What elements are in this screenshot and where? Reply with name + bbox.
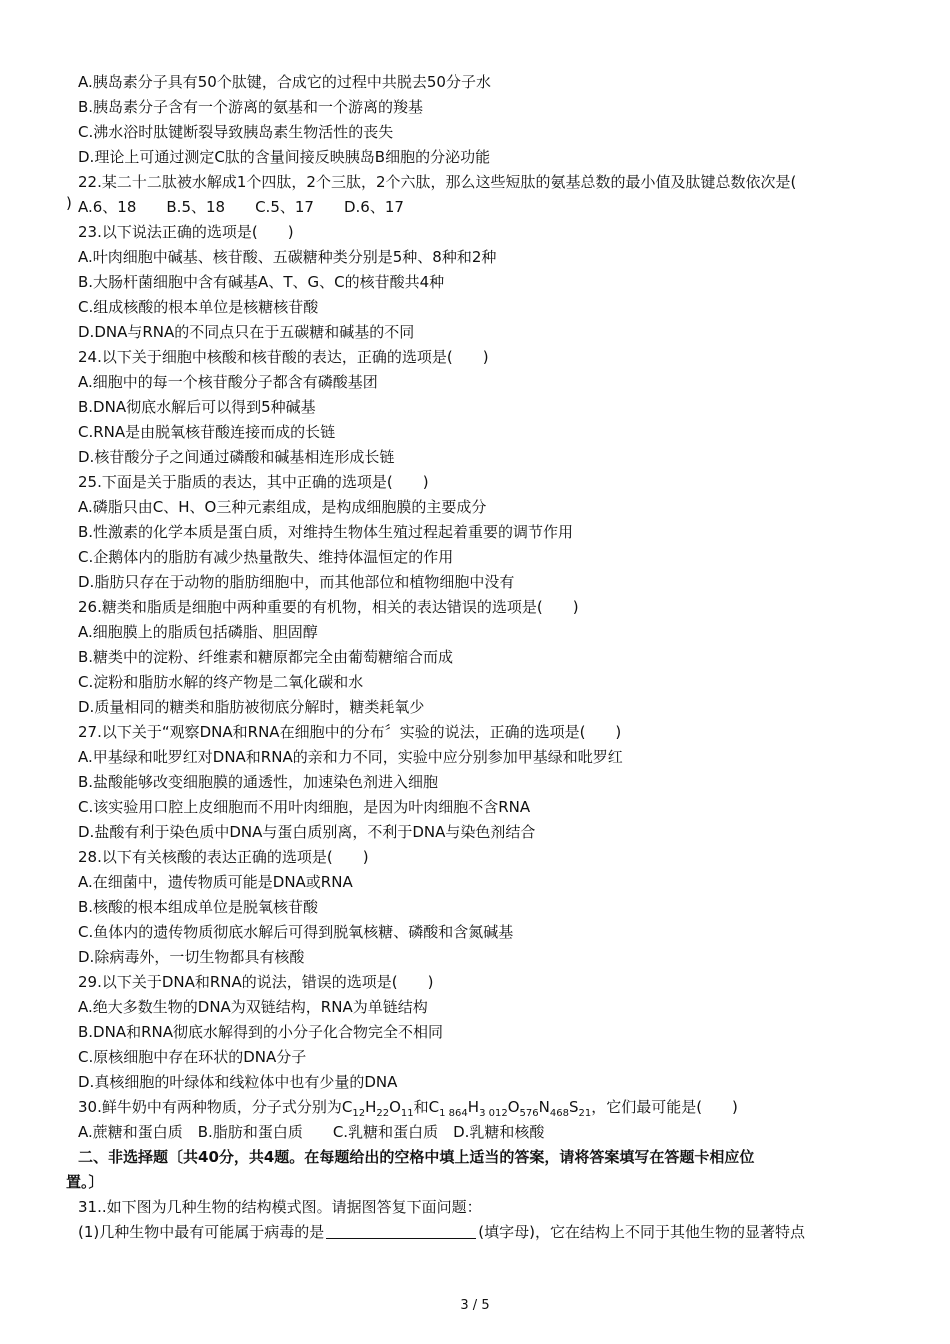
formula-2-s-sub: 21 <box>578 1108 592 1119</box>
text-line: B.大肠杆菌细胞中含有碱基A、T、G、C的核苷酸共4种 <box>78 273 445 291</box>
text-line: A.在细菌中，遗传物质可能是DNA或RNA <box>78 873 353 891</box>
formula-2-n-sub: 468 <box>549 1108 569 1119</box>
q31-sub1-suffix: (填字母)，它在结构上不同于其他生物的显著特点 <box>478 1223 805 1241</box>
text-line: D.盐酸有利于染色质中DNA与蛋白质别离，不利于DNA与染色剂结合 <box>78 823 536 841</box>
text-line: ) <box>66 194 72 212</box>
question-24: 24.以下关于细胞中核酸和核苷酸的表达，正确的选项是( ) <box>78 348 489 366</box>
question-29: 29.以下关于DNA和RNA的说法，错误的选项是( ) <box>78 973 434 991</box>
formula-2-o-sub: 576 <box>519 1108 539 1119</box>
text-line: C.淀粉和脂肪水解的终产物是二氧化碳和水 <box>78 673 364 691</box>
text-line: D.脂肪只存在于动物的脂肪细胞中，而其他部位和植物细胞中没有 <box>78 573 515 591</box>
text-line: A.胰岛素分子具有50个肽键，合成它的过程中共脱去50分子水 <box>78 73 491 91</box>
text-line: C.原核细胞中存在环状的DNA分子 <box>78 1048 307 1066</box>
formula-1-h: H <box>365 1098 377 1116</box>
question-22: 22.某二十二肽被水解成1个四肽，2个三肽，2个六肽，那么这些短肽的氨基总数的最小值及肽键总数依次是( <box>78 173 797 191</box>
text-line: C.鱼体内的遗传物质彻底水解后可得到脱氧核糖、磷酸和含氮碱基 <box>78 923 514 941</box>
text-line: D.理论上可通过测定C肽的含量间接反映胰岛B细胞的分泌功能 <box>78 148 491 166</box>
q31-sub1-prefix: (1)几种生物中最有可能属于病毒的是 <box>78 1223 325 1241</box>
formula-1-o: O <box>389 1098 401 1116</box>
text-line: C.RNA是由脱氧核苷酸连接而成的长链 <box>78 423 336 441</box>
text-line: A.叶肉细胞中碱基、核苷酸、五碳糖种类分别是5种、8种和2种 <box>78 248 497 266</box>
text-line: B.盐酸能够改变细胞膜的通透性，加速染色剂进入细胞 <box>78 773 439 791</box>
formula-2-c: C <box>428 1098 440 1116</box>
question-30 <box>78 1097 738 1124</box>
page-number: 3 / 5 <box>460 1298 490 1313</box>
formula-1-c: C <box>341 1098 353 1116</box>
question-31: 31..如下图为几种生物的结构模式图。请据图答复下面问题： <box>78 1198 482 1216</box>
question-28: 28.以下有关核酸的表达正确的选项是( ) <box>78 848 369 866</box>
formula-1-o-sub: 11 <box>400 1108 414 1119</box>
text-line: D.除病毒外，一切生物都具有核酸 <box>78 948 305 966</box>
question-26: 26.糖类和脂质是细胞中两种重要的有机物，相关的表达错误的选项是( ) <box>78 598 579 616</box>
question-23: 23.以下说法正确的选项是( ) <box>78 223 294 241</box>
formula-1-h-sub: 22 <box>376 1108 390 1119</box>
q30-prefix: 30.鲜牛奶中有两种物质，分子式分别为 <box>78 1098 342 1116</box>
formula-2-s: S <box>568 1098 579 1116</box>
text-line: B.糖类中的淀粉、纤维素和糖原都完全由葡萄糖缩合而成 <box>78 648 454 666</box>
question-31-part-1 <box>78 1222 805 1242</box>
text-line: D.真核细胞的叶绿体和线粒体中也有少量的DNA <box>78 1073 398 1091</box>
text-line: A.磷脂只由C、H、O三种元素组成，是构成细胞膜的主要成分 <box>78 498 487 516</box>
text-line: A.细胞膜上的脂质包括磷脂、胆固醇 <box>78 623 318 641</box>
options-22: A.6、18 B.5、18 C.5、17 D.6、17 <box>78 198 404 216</box>
text-line: C.沸水浴时肽键断裂导致胰岛素生物活性的丧失 <box>78 123 394 141</box>
question-27: 27.以下关于“观察DNA和RNA在细胞中的分布〞实验的说法，正确的选项是( ) <box>78 723 622 741</box>
formula-2-h-sub: 3 012 <box>479 1108 508 1119</box>
section-heading: 二、非选择题〔共40分，共4题。在每题给出的空格中填上适当的答案，请将答案填写在答题卡相应位 <box>78 1148 755 1166</box>
text-line: D.核苷酸分子之间通过磷酸和碱基相连形成长链 <box>78 448 395 466</box>
text-line: B.DNA彻底水解后可以得到5种碱基 <box>78 398 316 416</box>
text-line: B.核酸的根本组成单位是脱氧核苷酸 <box>78 898 319 916</box>
text-line: C.企鹅体内的脂肪有减少热量散失、维持体温恒定的作用 <box>78 548 454 566</box>
formula-1-c-sub: 12 <box>352 1108 366 1119</box>
formula-2-c-sub: 1 864 <box>439 1108 468 1119</box>
formula-2-n: N <box>538 1098 550 1116</box>
q30-mid: 和 <box>413 1098 429 1116</box>
text-line: A.细胞中的每一个核苷酸分子都含有磷酸基团 <box>78 373 378 391</box>
text-line: A.绝大多数生物的DNA为双链结构，RNA为单链结构 <box>78 998 428 1016</box>
text-line: A.甲基绿和吡罗红对DNA和RNA的亲和力不同，实验中应分别参加甲基绿和吡罗红 <box>78 748 623 766</box>
options-30: A.蔗糖和蛋白质 B.脂肪和蛋白质 C.乳糖和蛋白质 D.乳糖和核酸 <box>78 1123 545 1141</box>
text-line: C.该实验用口腔上皮细胞而不用叶肉细胞，是因为叶肉细胞不含RNA <box>78 798 531 816</box>
formula-2-h: H <box>467 1098 480 1116</box>
text-line: B.DNA和RNA彻底水解得到的小分子化合物完全不相同 <box>78 1023 443 1041</box>
text-line: D.DNA与RNA的不同点只在于五碳糖和碱基的不同 <box>78 323 415 341</box>
question-25: 25.下面是关于脂质的表达，其中正确的选项是( ) <box>78 473 429 491</box>
q30-suffix: ，它们最可能是( ) <box>591 1098 738 1116</box>
text-line: B.胰岛素分子含有一个游离的氨基和一个游离的羧基 <box>78 98 424 116</box>
text-line: B.性激素的化学本质是蛋白质，对维持生物体生殖过程起着重要的调节作用 <box>78 523 574 541</box>
text-line: C.组成核酸的根本单位是核糖核苷酸 <box>78 298 319 316</box>
section-heading-cont: 置。〕 <box>66 1173 104 1191</box>
text-line: D.质量相同的糖类和脂肪被彻底分解时，糖类耗氧少 <box>78 698 425 716</box>
formula-2-o: O <box>507 1098 520 1116</box>
answer-blank[interactable] <box>326 1224 476 1239</box>
